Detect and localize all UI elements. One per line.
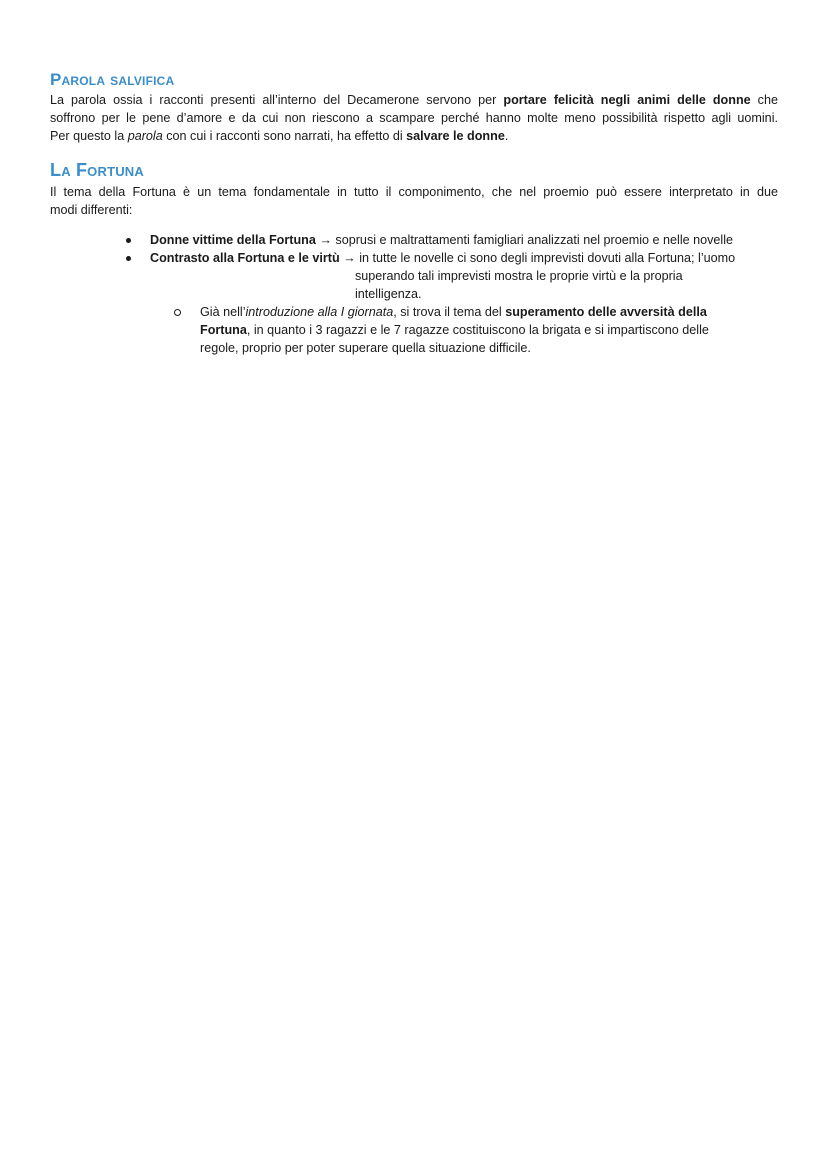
bullet-bold-text: Contrasto alla Fortuna e le virtù <box>150 251 340 265</box>
text-line: La parola ossia i racconti presenti all’interno del Decamerone servono per portare felicità negli animi delle donne che <box>50 93 778 107</box>
paragraph-fortuna-intro <box>50 183 778 219</box>
list-item <box>50 249 778 267</box>
section-heading-la-fortuna: La Fortuna <box>50 160 144 180</box>
text-line: Per questo la parola con cui i racconti sono narrati, ha effetto di salvare le donne. <box>50 129 509 143</box>
text-line: modi differenti: <box>50 203 133 217</box>
hollow-bullet-icon <box>174 309 181 316</box>
list-item <box>50 231 778 249</box>
sub-list-item <box>50 303 778 357</box>
bullet-list <box>50 231 778 357</box>
bullet-text: → soprusi e maltrattamenti famigliari analizzati nel proemio e nelle novelle <box>315 233 734 247</box>
text-line: Il tema della Fortuna è un tema fondamentale in tutto il componimento, che nel proemio può essere interpretato in due <box>50 185 778 199</box>
section-heading-parola-salvifica: Parola salvifica <box>50 70 175 89</box>
bullet-dot-icon <box>126 238 131 243</box>
bullet-dot-icon <box>126 256 131 261</box>
bullet-text: → in tutte le novelle ci sono degli imprevisti dovuti alla Fortuna; l’uomo <box>339 251 736 265</box>
bullet-continuation-text: superando tali imprevisti mostra le proprie virtù e la propria <box>355 269 683 283</box>
bullet-continuation-text: intelligenza. <box>355 287 422 301</box>
text-line: soffrono per le pene d’amore e da cui non riescono a scampare perché hanno molte meno possibilità rispetto agli uomini. <box>50 111 778 125</box>
list-item-continuation <box>50 267 778 285</box>
list-item-continuation <box>50 285 778 303</box>
bullet-bold-text: Donne vittime della Fortuna <box>150 233 316 247</box>
paragraph-parola-salvifica <box>50 91 778 145</box>
sub-bullet-text: Già nell’introduzione alla I giornata, si trova il tema del superamento delle avversità della Fortuna, in quanto i 3 ragazzi e le 7 ragazze costituiscono la brigata e si impartiscono delle regole, proprio per poter superare quella situazione difficile. <box>200 305 709 355</box>
